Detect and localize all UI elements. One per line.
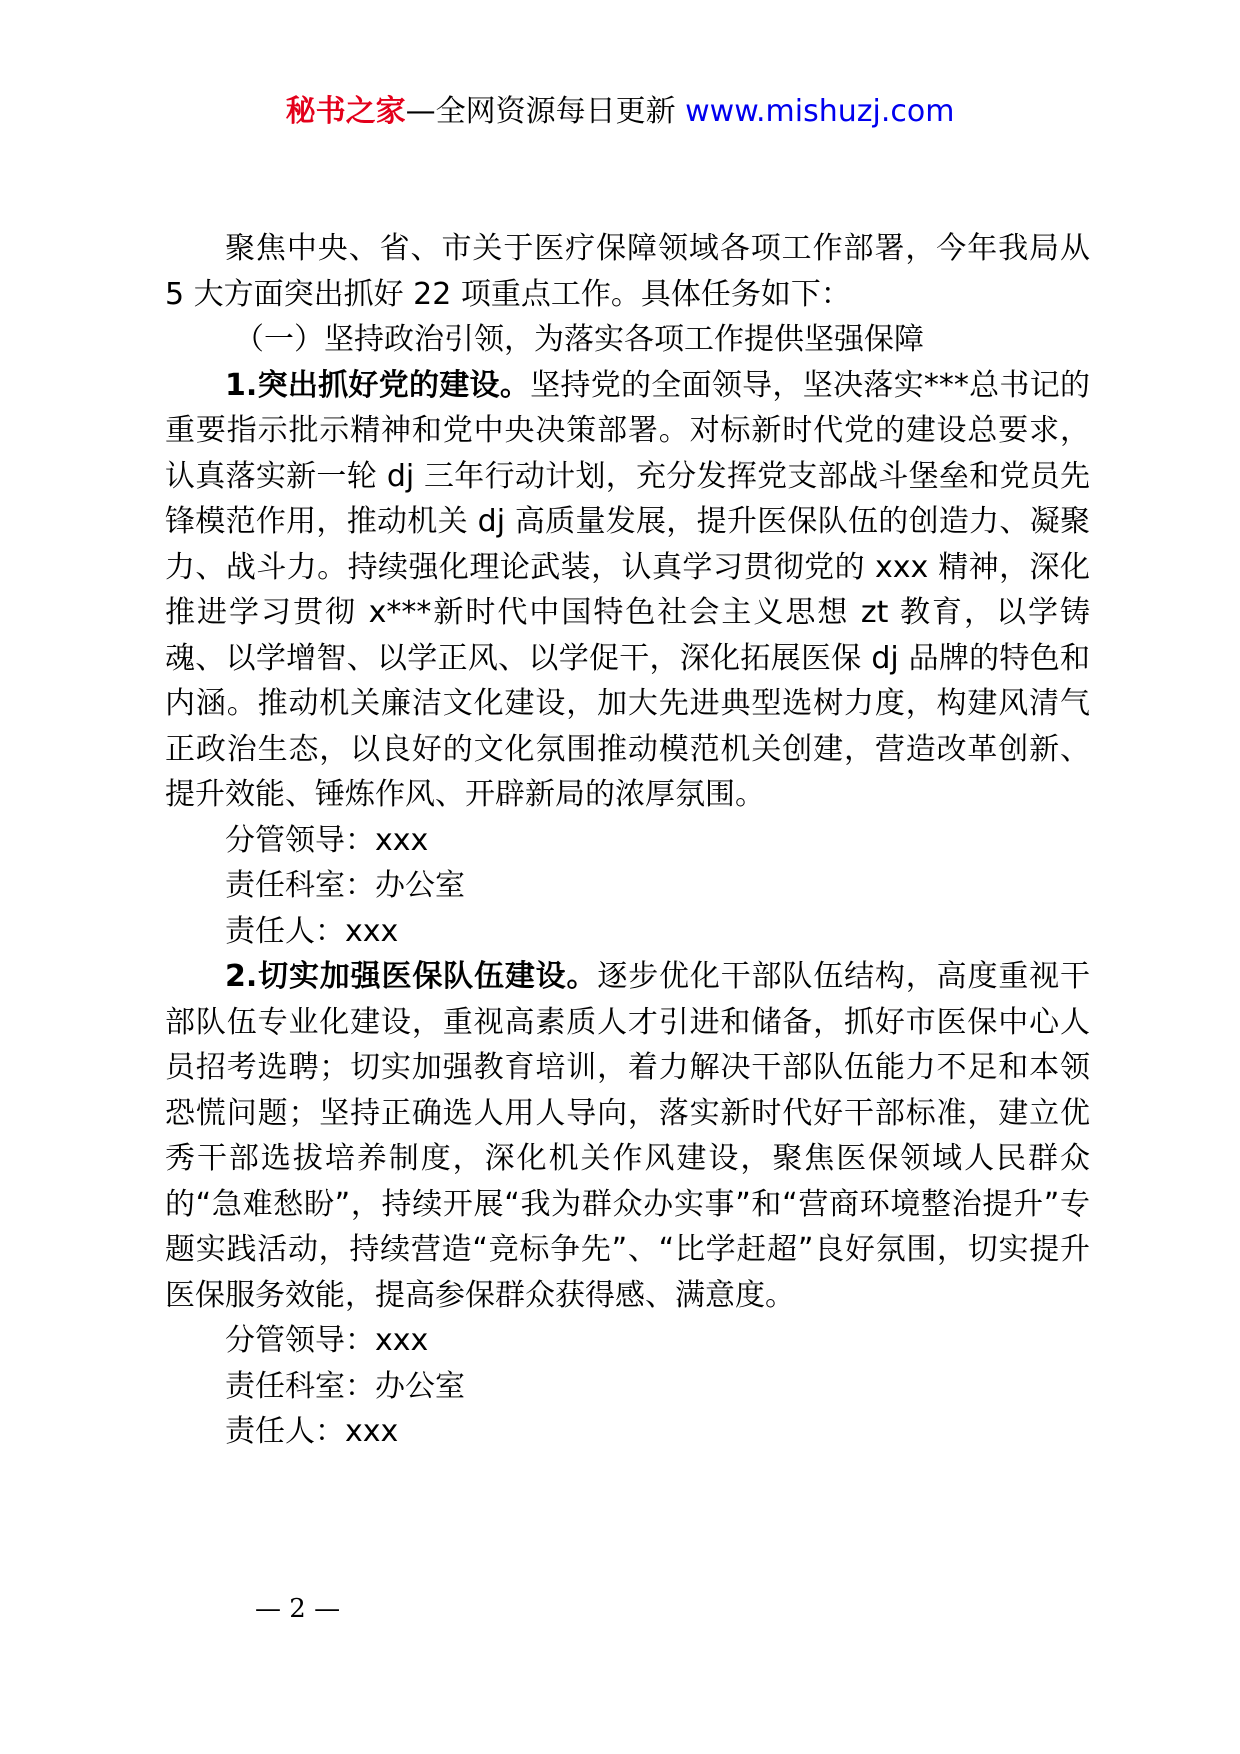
item2-person: 责任人：xxx: [225, 1414, 399, 1449]
site-url-link[interactable]: www.mishuzj.com: [685, 94, 955, 129]
item2-body: 逐步优化干部队伍结构，高度重视干部队伍专业化建设，重视高素质人才引进和储备，抓好市医保中心人员招考选聘；切实加强教育培训，着力解决干部队伍能力不足和本领恐慌问题；坚持正确选人用人导向，落实新时代好干部标准，建立优秀干部选拔培养制度，深化机关作风建设，聚焦医保领域人民群众的“急难愁盼”，持续开展“我为群众办实事”和“营商环境整治提升”专题实践活动，持续营造“竞标争先”、“比学赶超”良好氛围，切实提升医保服务效能，提高参保群众获得感、满意度。: [165, 959, 1090, 1313]
item1-leader: 分管领导：xxx: [225, 822, 429, 858]
header-tagline: —全网资源每日更新: [405, 94, 676, 129]
item2-department: 责任科室：办公室: [225, 1368, 465, 1404]
item2-leader: 分管领导：xxx: [225, 1323, 429, 1358]
page-number: — 2 —: [255, 1594, 341, 1624]
item2-paragraph: [165, 954, 1090, 1318]
page-header: [0, 92, 1240, 132]
section-heading: （一）坚持政治引领，为落实各项工作提供坚强保障: [234, 322, 924, 357]
item1-paragraph: [165, 363, 1090, 818]
intro-paragraph: 聚焦中央、省、市关于医疗保障领域各项工作部署，今年我局从 5 大方面突出抓好 22 项重点工作。具体任务如下：: [165, 231, 1090, 312]
item2-heading: 2.切实加强医保队伍建设。: [225, 959, 598, 994]
document-body: [165, 226, 1090, 1455]
item1-department: 责任科室：办公室: [225, 868, 465, 903]
item1-body: 坚持党的全面领导，坚决落实***总书记的重要指示批示精神和党中央决策部署。对标新时代党的建设总要求，认真落实新一轮 dj 三年行动计划，充分发挥党支部战斗堡垒和党员先锋模范作用，推动机关 dj 高质量发展，提升医保队伍的创造力、凝聚力、战斗力。持续强化理论武装，认真学习贯彻党的 xxx 精神，深化推进学习贯彻 x***新时代中国特色社会主义思想 zt 教育，以学铸魂、以学增智、以学正风、以学促干，深化拓展医保 dj 品牌的特色和内涵。推动机关廉洁文化建设，加大先进典型选树力度，构建风清气正政治生态，以良好的文化氛围推动模范机关创建，营造改革创新、提升效能、锤炼作风、开辟新局的浓厚氛围。: [165, 367, 1091, 812]
item1-person: 责任人：xxx: [225, 913, 399, 949]
brand-name: 秘书之家: [285, 94, 406, 129]
item1-heading: 1.突出抓好党的建设。: [225, 367, 531, 403]
